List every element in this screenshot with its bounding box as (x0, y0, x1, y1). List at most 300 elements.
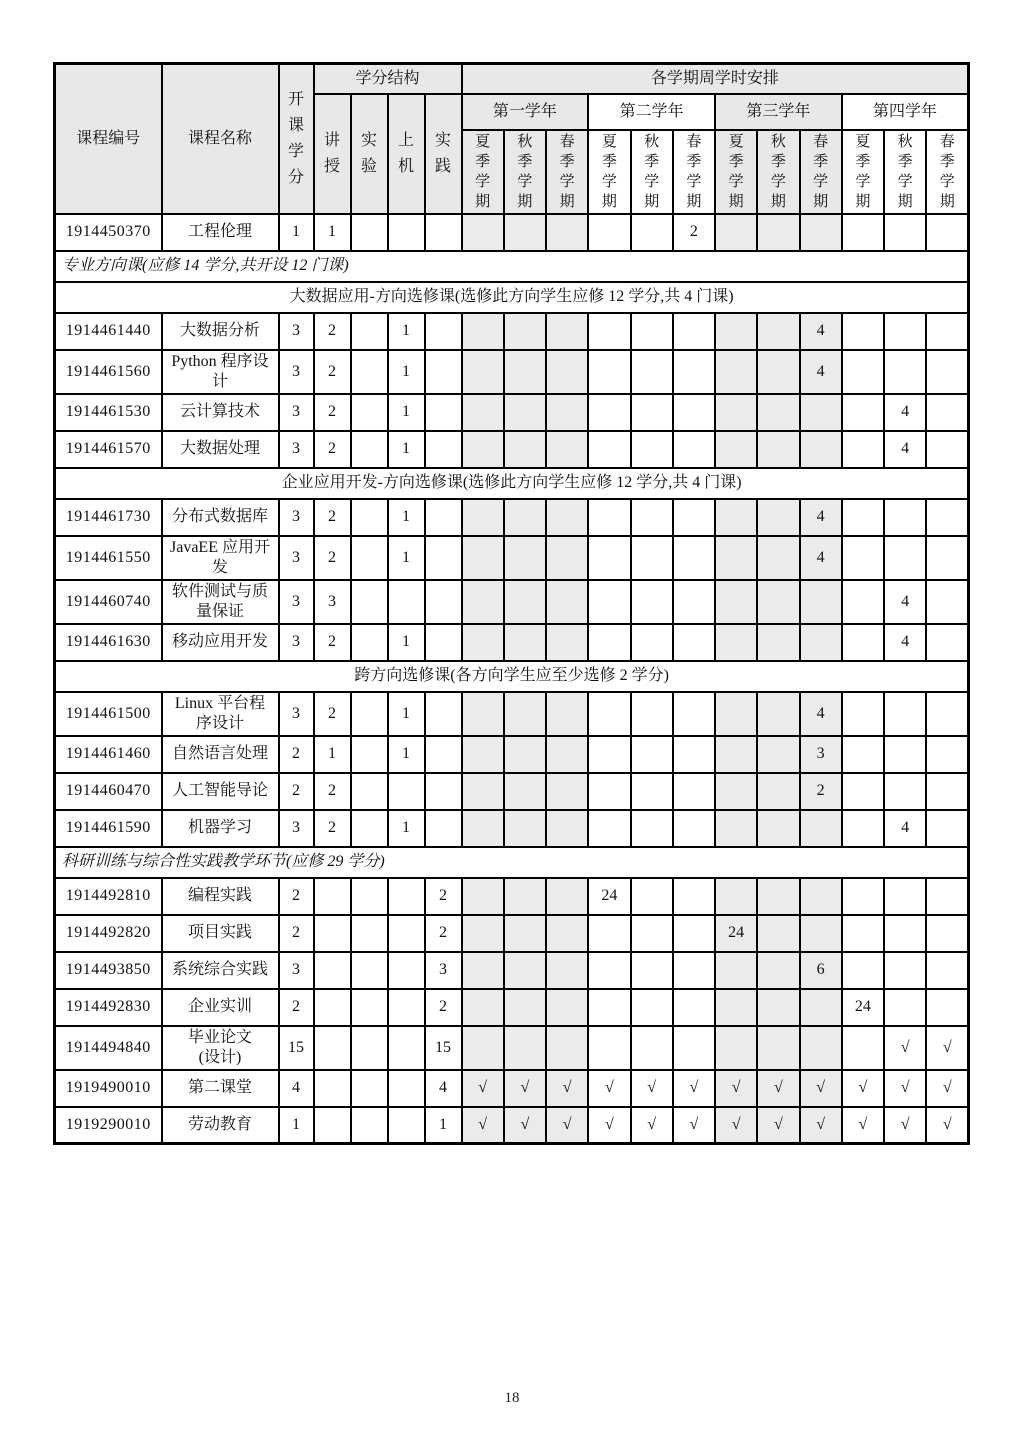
schedule-cell-y1-s1 (462, 810, 504, 847)
credit-lecture-cell: 2 (314, 431, 351, 468)
curriculum-table (53, 62, 970, 1145)
schedule-cell-y3-s1 (715, 952, 757, 989)
schedule-cell-y3-s1 (715, 580, 757, 624)
schedule-cell-y3-s3: 4 (800, 536, 842, 580)
schedule-cell-y1-s2 (504, 394, 546, 431)
course-row (55, 810, 969, 847)
credit-computer-cell: 1 (388, 350, 425, 394)
credit-practice-cell (425, 214, 462, 251)
schedule-cell-y3-s3: 4 (800, 313, 842, 350)
schedule-cell-y2-s1: √ (588, 1070, 630, 1107)
schedule-cell-y2-s3 (673, 580, 715, 624)
course-name-cell: 云计算技术 (162, 394, 279, 431)
course-row (55, 431, 969, 468)
course-credits-cell: 2 (279, 736, 314, 773)
schedule-cell-y2-s3 (673, 394, 715, 431)
schedule-cell-y1-s3 (546, 692, 588, 736)
schedule-cell-y2-s3 (673, 1026, 715, 1070)
header-credit-col-label: 实 践 (435, 131, 452, 175)
schedule-cell-y4-s1: √ (842, 1107, 884, 1144)
schedule-cell-y1-s2 (504, 350, 546, 394)
schedule-cell-y2-s2 (631, 499, 673, 536)
credit-computer-cell (388, 773, 425, 810)
schedule-cell-y3-s1 (715, 736, 757, 773)
course-row (55, 536, 969, 580)
schedule-cell-y2-s1 (588, 350, 630, 394)
schedule-cell-y4-s3 (926, 536, 968, 580)
course-name-cell: 软件测试与质 量保证 (162, 580, 279, 624)
header-semester-y3-s2 (757, 130, 799, 214)
schedule-cell-y3-s1 (715, 499, 757, 536)
section-title: 专业方向课(应修 14 学分,共开设 12 门课) (55, 251, 969, 282)
course-name-cell: 第二课堂 (162, 1070, 279, 1107)
course-id-cell: 1914461530 (55, 394, 162, 431)
schedule-cell-y2-s1 (588, 313, 630, 350)
course-row (55, 915, 969, 952)
course-name-cell: 编程实践 (162, 878, 279, 915)
schedule-cell-y1-s2 (504, 952, 546, 989)
header-course-id: 课程编号 (55, 64, 162, 214)
course-credits-cell: 3 (279, 313, 314, 350)
credit-computer-cell: 1 (388, 313, 425, 350)
credit-computer-cell (388, 1070, 425, 1107)
section-title: 企业应用开发-方向选修课(选修此方向学生应修 12 学分,共 4 门课) (55, 468, 969, 499)
course-credits-cell: 3 (279, 692, 314, 736)
schedule-cell-y4-s3 (926, 692, 968, 736)
schedule-cell-y4-s3 (926, 810, 968, 847)
schedule-cell-y1-s3 (546, 624, 588, 661)
schedule-cell-y1-s3 (546, 878, 588, 915)
schedule-cell-y3-s2 (757, 989, 799, 1026)
schedule-cell-y2-s2 (631, 431, 673, 468)
credit-experiment-cell (351, 952, 388, 989)
header-credit-col-1 (351, 94, 388, 214)
credit-experiment-cell (351, 736, 388, 773)
course-id-cell: 1914461630 (55, 624, 162, 661)
schedule-cell-y1-s3 (546, 580, 588, 624)
schedule-cell-y3-s3: √ (800, 1070, 842, 1107)
schedule-cell-y1-s1 (462, 394, 504, 431)
schedule-cell-y4-s2 (884, 499, 926, 536)
schedule-cell-y3-s3: 4 (800, 350, 842, 394)
schedule-cell-y3-s1 (715, 536, 757, 580)
header-credit-col-0 (314, 94, 351, 214)
schedule-cell-y1-s2 (504, 989, 546, 1026)
credit-computer-cell: 1 (388, 394, 425, 431)
schedule-cell-y2-s1 (588, 915, 630, 952)
schedule-cell-y4-s2 (884, 773, 926, 810)
header-semester-label: 春 季 学 期 (939, 133, 955, 210)
schedule-cell-y2-s2 (631, 773, 673, 810)
course-row (55, 580, 969, 624)
schedule-cell-y4-s1 (842, 431, 884, 468)
schedule-cell-y1-s3 (546, 989, 588, 1026)
credit-experiment-cell (351, 624, 388, 661)
schedule-cell-y3-s3: 4 (800, 692, 842, 736)
credit-computer-cell: 1 (388, 536, 425, 580)
schedule-cell-y4-s2 (884, 736, 926, 773)
schedule-cell-y1-s1 (462, 499, 504, 536)
header-year-1: 第一学年 (462, 94, 589, 130)
course-row (55, 1026, 969, 1070)
schedule-cell-y3-s2 (757, 810, 799, 847)
course-name-cell: 劳动教育 (162, 1107, 279, 1144)
credit-experiment-cell (351, 431, 388, 468)
course-name-cell: 移动应用开发 (162, 624, 279, 661)
credit-practice-cell: 1 (425, 1107, 462, 1144)
schedule-cell-y1-s1 (462, 878, 504, 915)
schedule-cell-y3-s1 (715, 394, 757, 431)
credit-computer-cell (388, 214, 425, 251)
schedule-cell-y3-s2 (757, 431, 799, 468)
header-schedule-title: 各学期周学时安排 (462, 64, 969, 94)
schedule-cell-y3-s1 (715, 1026, 757, 1070)
course-id-cell: 1919290010 (55, 1107, 162, 1144)
schedule-cell-y3-s3 (800, 810, 842, 847)
credit-lecture-cell: 1 (314, 736, 351, 773)
page-number: 18 (504, 1390, 520, 1406)
schedule-cell-y1-s2: √ (504, 1070, 546, 1107)
schedule-cell-y4-s1 (842, 1026, 884, 1070)
credit-computer-cell: 1 (388, 810, 425, 847)
credit-experiment-cell (351, 350, 388, 394)
schedule-cell-y2-s2 (631, 313, 673, 350)
schedule-cell-y4-s1 (842, 580, 884, 624)
schedule-cell-y3-s2 (757, 952, 799, 989)
schedule-cell-y1-s2 (504, 499, 546, 536)
schedule-cell-y2-s1: √ (588, 1107, 630, 1144)
table-body (55, 214, 969, 1144)
schedule-cell-y2-s2 (631, 692, 673, 736)
schedule-cell-y3-s1 (715, 692, 757, 736)
schedule-cell-y2-s3 (673, 952, 715, 989)
schedule-cell-y3-s3 (800, 580, 842, 624)
schedule-cell-y1-s2 (504, 313, 546, 350)
course-row (55, 624, 969, 661)
schedule-cell-y4-s3: √ (926, 1070, 968, 1107)
schedule-cell-y4-s3 (926, 624, 968, 661)
schedule-cell-y3-s2 (757, 624, 799, 661)
schedule-cell-y3-s1 (715, 810, 757, 847)
schedule-cell-y3-s3: 4 (800, 499, 842, 536)
schedule-cell-y1-s3 (546, 350, 588, 394)
course-name-cell: 人工智能导论 (162, 773, 279, 810)
course-id-cell: 1914460740 (55, 580, 162, 624)
schedule-cell-y1-s2 (504, 214, 546, 251)
credit-lecture-cell: 2 (314, 394, 351, 431)
credit-computer-cell (388, 989, 425, 1026)
header-semester-y2-s2 (631, 130, 673, 214)
schedule-cell-y4-s2 (884, 214, 926, 251)
course-credits-cell: 3 (279, 350, 314, 394)
credit-lecture-cell (314, 915, 351, 952)
schedule-cell-y1-s3: √ (546, 1107, 588, 1144)
credit-practice-cell (425, 536, 462, 580)
credit-computer-cell (388, 580, 425, 624)
schedule-cell-y2-s3 (673, 536, 715, 580)
schedule-cell-y3-s3 (800, 989, 842, 1026)
credit-practice-cell: 4 (425, 1070, 462, 1107)
course-name-cell: Python 程序设 计 (162, 350, 279, 394)
course-id-cell: 1914461590 (55, 810, 162, 847)
credit-experiment-cell (351, 313, 388, 350)
schedule-cell-y1-s1 (462, 989, 504, 1026)
course-credits-cell: 2 (279, 989, 314, 1026)
schedule-cell-y2-s3: √ (673, 1107, 715, 1144)
credit-computer-cell (388, 878, 425, 915)
course-name-cell: 大数据分析 (162, 313, 279, 350)
credit-lecture-cell: 3 (314, 580, 351, 624)
schedule-cell-y4-s3 (926, 313, 968, 350)
schedule-cell-y3-s2: √ (757, 1070, 799, 1107)
course-id-cell: 1914461570 (55, 431, 162, 468)
schedule-cell-y4-s3 (926, 736, 968, 773)
header-semester-y4-s1 (842, 130, 884, 214)
schedule-cell-y2-s3 (673, 989, 715, 1026)
header-credit-col-label: 上 机 (397, 131, 414, 175)
schedule-cell-y2-s2 (631, 350, 673, 394)
header-semester-label: 春 季 学 期 (813, 133, 829, 210)
schedule-cell-y2-s2 (631, 214, 673, 251)
schedule-cell-y3-s2 (757, 214, 799, 251)
schedule-cell-y2-s1 (588, 810, 630, 847)
schedule-cell-y2-s3 (673, 915, 715, 952)
credit-experiment-cell (351, 915, 388, 952)
credit-computer-cell: 1 (388, 736, 425, 773)
schedule-cell-y4-s2: 4 (884, 624, 926, 661)
schedule-cell-y4-s3 (926, 394, 968, 431)
schedule-cell-y4-s1: √ (842, 1070, 884, 1107)
schedule-cell-y1-s1 (462, 214, 504, 251)
credit-experiment-cell (351, 773, 388, 810)
schedule-cell-y2-s2 (631, 624, 673, 661)
course-name-cell: 自然语言处理 (162, 736, 279, 773)
course-name-cell: 机器学习 (162, 810, 279, 847)
schedule-cell-y3-s3: 6 (800, 952, 842, 989)
schedule-cell-y4-s3 (926, 989, 968, 1026)
credit-lecture-cell: 2 (314, 773, 351, 810)
schedule-cell-y3-s1 (715, 624, 757, 661)
course-id-cell: 1914460470 (55, 773, 162, 810)
schedule-cell-y4-s1 (842, 536, 884, 580)
credit-experiment-cell (351, 878, 388, 915)
schedule-cell-y2-s1 (588, 624, 630, 661)
schedule-cell-y2-s3 (673, 624, 715, 661)
credit-lecture-cell (314, 1107, 351, 1144)
course-credits-cell: 3 (279, 624, 314, 661)
schedule-cell-y2-s1 (588, 536, 630, 580)
header-credit-col-label: 实 验 (360, 131, 377, 175)
schedule-cell-y1-s3 (546, 313, 588, 350)
schedule-cell-y1-s3 (546, 915, 588, 952)
credit-practice-cell: 3 (425, 952, 462, 989)
schedule-cell-y1-s1 (462, 692, 504, 736)
schedule-cell-y4-s1 (842, 810, 884, 847)
credit-experiment-cell (351, 1107, 388, 1144)
schedule-cell-y3-s2 (757, 773, 799, 810)
course-row (55, 394, 969, 431)
course-id-cell: 1914461460 (55, 736, 162, 773)
course-row (55, 350, 969, 394)
course-credits-cell: 2 (279, 915, 314, 952)
course-row (55, 1107, 969, 1144)
credit-lecture-cell (314, 952, 351, 989)
credit-experiment-cell (351, 1070, 388, 1107)
credit-computer-cell (388, 1026, 425, 1070)
header-semester-label: 秋 季 学 期 (644, 133, 660, 210)
credit-computer-cell: 1 (388, 431, 425, 468)
schedule-cell-y4-s1 (842, 499, 884, 536)
schedule-cell-y4-s3 (926, 878, 968, 915)
header-course-name: 课程名称 (162, 64, 279, 214)
course-name-cell: 系统综合实践 (162, 952, 279, 989)
credit-lecture-cell: 2 (314, 499, 351, 536)
credit-lecture-cell: 2 (314, 536, 351, 580)
schedule-cell-y3-s2 (757, 536, 799, 580)
schedule-cell-y1-s1 (462, 580, 504, 624)
schedule-cell-y3-s1 (715, 350, 757, 394)
header-semester-y1-s2 (504, 130, 546, 214)
course-credits-cell: 3 (279, 394, 314, 431)
schedule-cell-y3-s3 (800, 915, 842, 952)
course-credits-cell: 1 (279, 214, 314, 251)
course-id-cell: 1914461440 (55, 313, 162, 350)
schedule-cell-y4-s2: √ (884, 1026, 926, 1070)
schedule-cell-y2-s3 (673, 810, 715, 847)
header-credit-col-2 (388, 94, 425, 214)
schedule-cell-y4-s2 (884, 692, 926, 736)
course-row (55, 773, 969, 810)
schedule-cell-y4-s1 (842, 214, 884, 251)
schedule-cell-y1-s2 (504, 1026, 546, 1070)
credit-experiment-cell (351, 989, 388, 1026)
course-name-cell: 工程伦理 (162, 214, 279, 251)
course-row (55, 1070, 969, 1107)
header-year-2: 第二学年 (588, 94, 715, 130)
schedule-cell-y1-s2 (504, 580, 546, 624)
schedule-cell-y2-s3: 2 (673, 214, 715, 251)
credit-lecture-cell (314, 1070, 351, 1107)
course-id-cell: 1914461500 (55, 692, 162, 736)
schedule-cell-y4-s1 (842, 692, 884, 736)
schedule-cell-y2-s3 (673, 350, 715, 394)
credit-practice-cell: 15 (425, 1026, 462, 1070)
schedule-cell-y4-s3 (926, 915, 968, 952)
section-row (55, 661, 969, 692)
schedule-cell-y3-s2 (757, 580, 799, 624)
credit-computer-cell (388, 1107, 425, 1144)
course-name-cell: 毕业论文 (设计) (162, 1026, 279, 1070)
header-credit-col-3 (425, 94, 462, 214)
credit-experiment-cell (351, 394, 388, 431)
schedule-cell-y1-s3: √ (546, 1070, 588, 1107)
schedule-cell-y3-s2 (757, 878, 799, 915)
credit-lecture-cell (314, 989, 351, 1026)
schedule-cell-y2-s1 (588, 394, 630, 431)
schedule-cell-y3-s2: √ (757, 1107, 799, 1144)
credit-lecture-cell: 2 (314, 810, 351, 847)
header-semester-y1-s1 (462, 130, 504, 214)
schedule-cell-y2-s1 (588, 952, 630, 989)
schedule-cell-y1-s2 (504, 624, 546, 661)
section-row (55, 251, 969, 282)
schedule-cell-y3-s3: √ (800, 1107, 842, 1144)
credit-practice-cell (425, 350, 462, 394)
course-credits-cell: 3 (279, 536, 314, 580)
credit-experiment-cell (351, 214, 388, 251)
schedule-cell-y3-s2 (757, 350, 799, 394)
schedule-cell-y3-s2 (757, 1026, 799, 1070)
course-id-cell: 1914461550 (55, 536, 162, 580)
schedule-cell-y2-s1 (588, 431, 630, 468)
schedule-cell-y1-s2 (504, 878, 546, 915)
schedule-cell-y1-s3 (546, 773, 588, 810)
schedule-cell-y3-s3 (800, 394, 842, 431)
schedule-cell-y1-s3 (546, 499, 588, 536)
credit-experiment-cell (351, 536, 388, 580)
credit-computer-cell: 1 (388, 499, 425, 536)
schedule-cell-y3-s1 (715, 773, 757, 810)
schedule-cell-y2-s3 (673, 692, 715, 736)
schedule-cell-y2-s2 (631, 736, 673, 773)
course-credits-cell: 2 (279, 878, 314, 915)
header-year-4: 第四学年 (842, 94, 969, 130)
header-credit-col-label: 讲 授 (323, 131, 340, 175)
course-row (55, 952, 969, 989)
schedule-cell-y1-s2 (504, 915, 546, 952)
schedule-cell-y2-s2: √ (631, 1107, 673, 1144)
section-title: 跨方向选修课(各方向学生应至少选修 2 学分) (55, 661, 969, 692)
section-row (55, 847, 969, 878)
schedule-cell-y2-s2 (631, 1026, 673, 1070)
course-credits-cell: 3 (279, 499, 314, 536)
schedule-cell-y4-s3 (926, 773, 968, 810)
course-name-cell: 大数据处理 (162, 431, 279, 468)
schedule-cell-y3-s1: √ (715, 1107, 757, 1144)
schedule-cell-y2-s1 (588, 499, 630, 536)
course-name-cell: Linux 平台程 序设计 (162, 692, 279, 736)
course-name-cell: 分布式数据库 (162, 499, 279, 536)
header-semester-y2-s1 (588, 130, 630, 214)
schedule-cell-y1-s3 (546, 394, 588, 431)
schedule-cell-y2-s1 (588, 773, 630, 810)
section-row (55, 468, 969, 499)
schedule-cell-y2-s2 (631, 989, 673, 1026)
schedule-cell-y3-s3 (800, 214, 842, 251)
section-title: 大数据应用-方向选修课(选修此方向学生应修 12 学分,共 4 门课) (55, 282, 969, 313)
credit-practice-cell: 2 (425, 878, 462, 915)
schedule-cell-y3-s1 (715, 878, 757, 915)
schedule-cell-y2-s3 (673, 878, 715, 915)
schedule-cell-y4-s3: √ (926, 1026, 968, 1070)
course-id-cell: 1914450370 (55, 214, 162, 251)
course-row (55, 736, 969, 773)
course-credits-cell: 4 (279, 1070, 314, 1107)
schedule-cell-y4-s3 (926, 952, 968, 989)
schedule-cell-y3-s1: 24 (715, 915, 757, 952)
credit-practice-cell (425, 810, 462, 847)
schedule-cell-y3-s2 (757, 499, 799, 536)
credit-practice-cell (425, 313, 462, 350)
credit-lecture-cell: 1 (314, 214, 351, 251)
schedule-cell-y1-s3 (546, 431, 588, 468)
schedule-cell-y3-s3 (800, 878, 842, 915)
schedule-cell-y2-s3 (673, 431, 715, 468)
schedule-cell-y1-s3 (546, 214, 588, 251)
course-id-cell: 1914494840 (55, 1026, 162, 1070)
course-credits-cell: 1 (279, 1107, 314, 1144)
credit-practice-cell (425, 499, 462, 536)
